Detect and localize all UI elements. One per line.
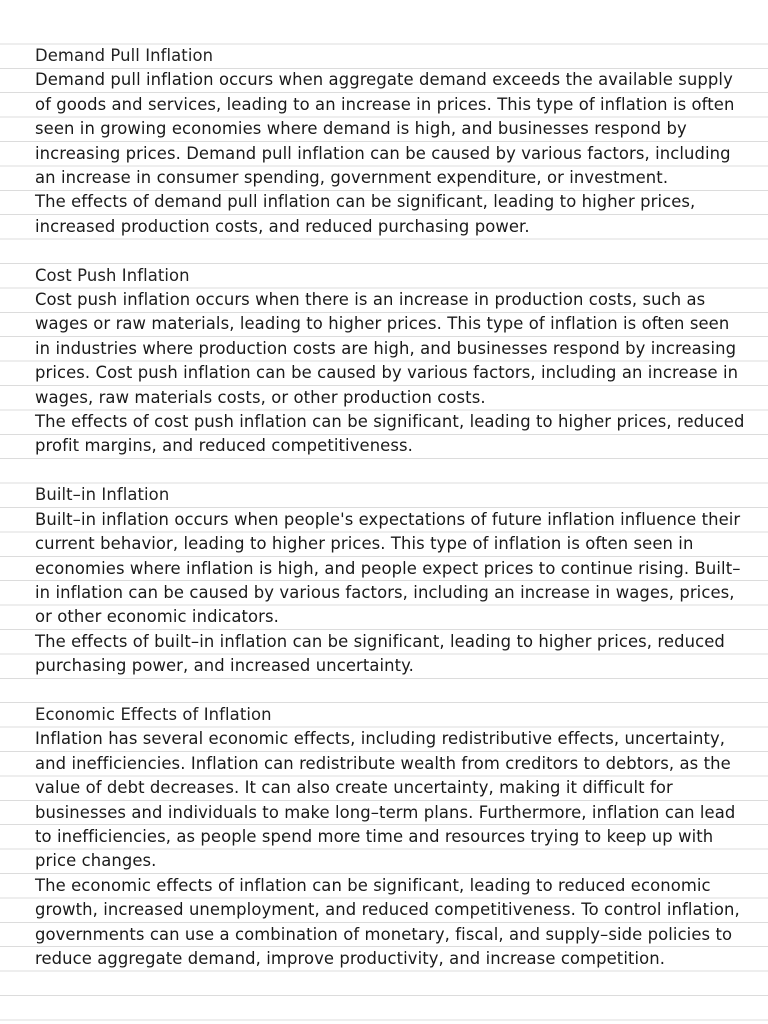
section-paragraph: Demand pull inflation occurs when aggregate demand exceeds the available supply of goods and services, leading to an increase in prices. This type of inflation is often seen in growing economies where demand is high, and businesses respond by increasing prices. Demand pull inflation can be caused by various factors, including an increase in consumer spending, government expenditure, or investment. <box>35 70 735 188</box>
section-economic-effects <box>35 703 745 971</box>
section-paragraph: The economic effects of inflation can be significant, leading to reduced economic growth, increased unemployment, and reduced competitiveness. To control inflation, governments can use a combination of monetary, fiscal, and supply–side policies to reduce aggregate demand, improve productivity, and increase competition. <box>35 875 740 968</box>
section-demand-pull <box>35 44 745 239</box>
section-heading: Demand Pull Inflation <box>35 46 214 65</box>
section-paragraph: The effects of cost push inflation can be significant, leading to higher prices, reduced profit margins, and reduced competitiveness. <box>35 412 745 456</box>
section-paragraph: Inflation has several economic effects, including redistributive effects, uncertainty, and inefficiencies. Inflation can redistribute wealth from creditors to debtors, as the value of debt decreases. It can also create uncertainty, making it difficult for businesses and individuals to make long–term plans. Furthermore, inflation can lead to inefficiencies, as people spend more time and resources trying to keep up with price changes. <box>35 729 736 871</box>
section-paragraph: The effects of demand pull inflation can be significant, leading to higher prices, increased production costs, and reduced purchasing power. <box>35 192 696 236</box>
section-paragraph: Built–in inflation occurs when people's expectations of future inflation influence their current behavior, leading to higher prices. This type of inflation is often seen in economies where inflation is high, and people expect prices to continue rising. Built–in inflation can be caused by various factors, including an increase in wages, prices, or other economic indicators. <box>35 509 741 627</box>
section-heading: Economic Effects of Inflation <box>35 704 272 724</box>
section-heading: Built–in Inflation <box>35 485 170 505</box>
note-content <box>35 44 745 971</box>
section-built-in <box>35 483 745 678</box>
section-paragraph: Cost push inflation occurs when there is an increase in production costs, such as wages or raw materials, leading to higher prices. This type of inflation is often seen in industries where production costs are high, and businesses respond by increasing prices. Cost push inflation can be caused by various factors, including an increase in wages, raw materials costs, or other production costs. <box>35 290 739 407</box>
section-paragraph: The effects of built–in inflation can be significant, leading to higher prices, reduced purchasing power, and increased uncertainty. <box>35 631 725 676</box>
section-heading: Cost Push Inflation <box>35 265 190 285</box>
section-cost-push <box>35 264 745 459</box>
